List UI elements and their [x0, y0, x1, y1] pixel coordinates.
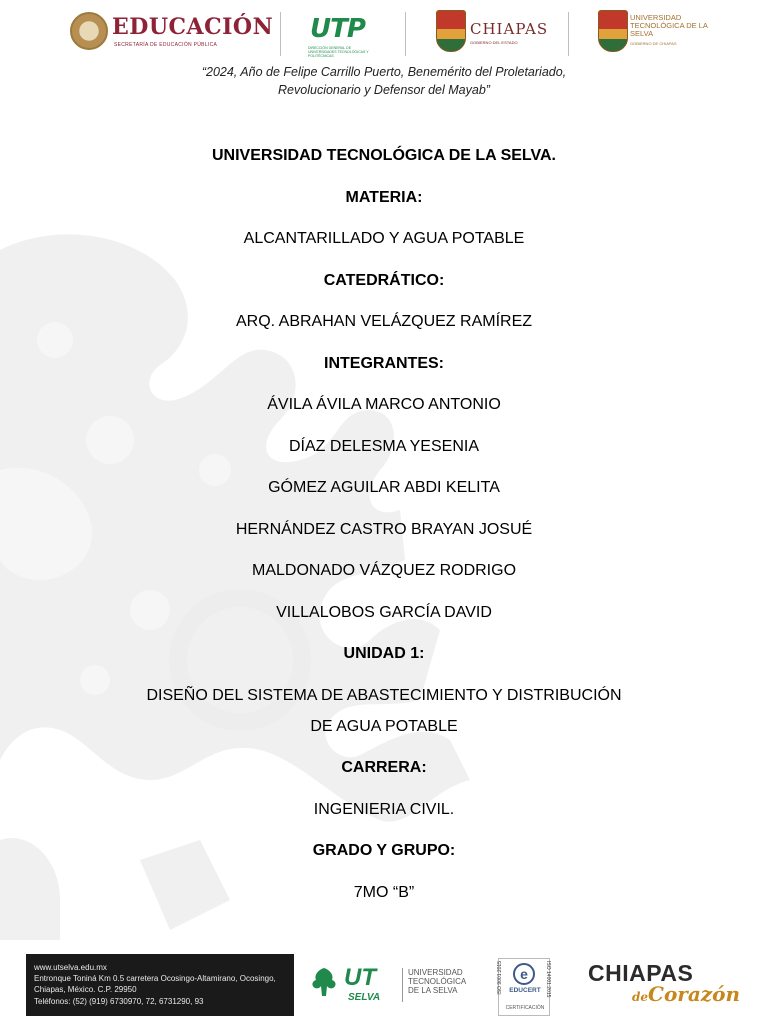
chiapas-de-corazon-logo: [588, 960, 741, 1012]
certification-label: CERTIFICACIÓN: [505, 1005, 545, 1011]
corazon-word: Corazón: [648, 982, 741, 1006]
header-divider: [280, 12, 281, 56]
footer-website: www.utselva.edu.mx: [34, 963, 107, 972]
career-label: CARRERA:: [341, 759, 427, 776]
footer-address-line: Chiapas, México. C.P. 29950: [34, 985, 137, 995]
utp-logo: [308, 8, 380, 60]
utp-logo-mark: UTP: [310, 14, 365, 44]
header-divider: [568, 12, 569, 56]
tree-icon: [308, 966, 340, 998]
motto-line: “2024, Año de Felipe Carrillo Puerto, Benemérito del Proletariado,: [201, 65, 567, 79]
uts-university-logo: [598, 8, 708, 60]
member-name: DÍAZ DELESMA YESENIA: [289, 437, 479, 455]
teacher-value: ARQ. ABRAHAN VELÁZQUEZ RAMÍREZ: [235, 313, 533, 330]
utp-logo-subtitle: DIRECCIÓN GENERAL DE UNIVERSIDADES TECNOLÓGICAS Y POLITÉCNICAS: [308, 46, 369, 58]
group-label: GRADO Y GRUPO:: [312, 842, 456, 859]
sep-educacion-logo: [70, 8, 274, 60]
footer-uts-logo: [308, 962, 468, 1008]
chiapas-government-logo: [436, 8, 549, 60]
member-name: VILLALOBOS GARCÍA DAVID: [276, 603, 492, 621]
uts-logo-subtitle: GOBIERNO DE CHIAPAS: [630, 41, 677, 46]
educert-brand: EDUCERT: [509, 987, 541, 994]
subject-label: MATERIA:: [345, 188, 423, 206]
footer-address-line: Entronque Toniná Km 0.5 carretera Ocosingo-Altamirano, Ocosingo,: [34, 974, 276, 984]
group-value: 7MO “B”: [353, 883, 415, 901]
iso-14001-label: ISO 14001:2015: [545, 961, 551, 998]
iso-9001-label: ISO 9001:2015: [497, 961, 503, 995]
footer-uts-mark: UT: [344, 964, 376, 991]
footer-uts-name: UNIVERSIDAD TECNOLÓGICA DE LA SELVA: [408, 968, 466, 995]
motto-line: Revolucionario y Defensor del Mayab”: [278, 83, 490, 97]
uts-shield-icon: [598, 10, 628, 52]
sep-logo-name: EDUCACIÓN: [112, 14, 274, 40]
cover-content: [0, 146, 768, 903]
chiapas-shield-icon: [436, 10, 466, 52]
chiapas-wordmark: CHIAPAS: [588, 960, 694, 986]
chiapas-logo-subtitle: GOBIERNO DEL ESTADO: [470, 40, 518, 45]
sep-logo-subtitle: SECRETARÍA DE EDUCACIÓN PÚBLICA: [114, 42, 218, 48]
document-footer: [0, 954, 768, 1016]
footer-phones: Teléfonos: (52) (919) 6730970, 72, 6731290, 93: [34, 996, 204, 1006]
career-value: INGENIERIA CIVIL.: [313, 800, 455, 818]
de-corazon-script: [632, 982, 740, 1006]
university-name: UNIVERSIDAD TECNOLÓGICA DE LA SELVA.: [211, 147, 556, 164]
member-name: MALDONADO VÁZQUEZ RODRIGO: [251, 562, 517, 579]
footer-contact-block: [26, 954, 294, 1016]
unit-label: UNIDAD 1:: [343, 645, 425, 662]
header-divider: [405, 12, 406, 56]
uts-logo-name: UNIVERSIDAD TECNOLÓGICA DE LA SELVA: [630, 13, 708, 38]
document-header: [0, 0, 768, 110]
unit-title-line: DISEÑO DEL SISTEMA DE ABASTECIMIENTO Y DISTRIBUCIÓN: [146, 686, 622, 704]
teacher-label: CATEDRÁTICO:: [323, 271, 445, 289]
footer-uts-selva: SELVA: [348, 992, 381, 1003]
year-motto: [0, 63, 768, 99]
de-word: de: [632, 990, 649, 1004]
member-name: ÁVILA ÁVILA MARCO ANTONIO: [267, 396, 501, 413]
iso-certification-badge: [498, 958, 550, 1016]
members-label: INTEGRANTES:: [324, 354, 444, 372]
chiapas-logo-name: CHIAPAS: [470, 20, 549, 38]
member-name: HERNÁNDEZ CASTRO BRAYAN JOSUÉ: [235, 520, 533, 538]
subject-value: ALCANTARILLADO Y AGUA POTABLE: [243, 230, 525, 247]
educert-e-icon: e: [513, 963, 535, 985]
member-name: GÓMEZ AGUILAR ABDI KELITA: [268, 479, 500, 496]
unit-title-line: DE AGUA POTABLE: [310, 717, 458, 735]
mexico-seal-icon: [70, 12, 108, 50]
